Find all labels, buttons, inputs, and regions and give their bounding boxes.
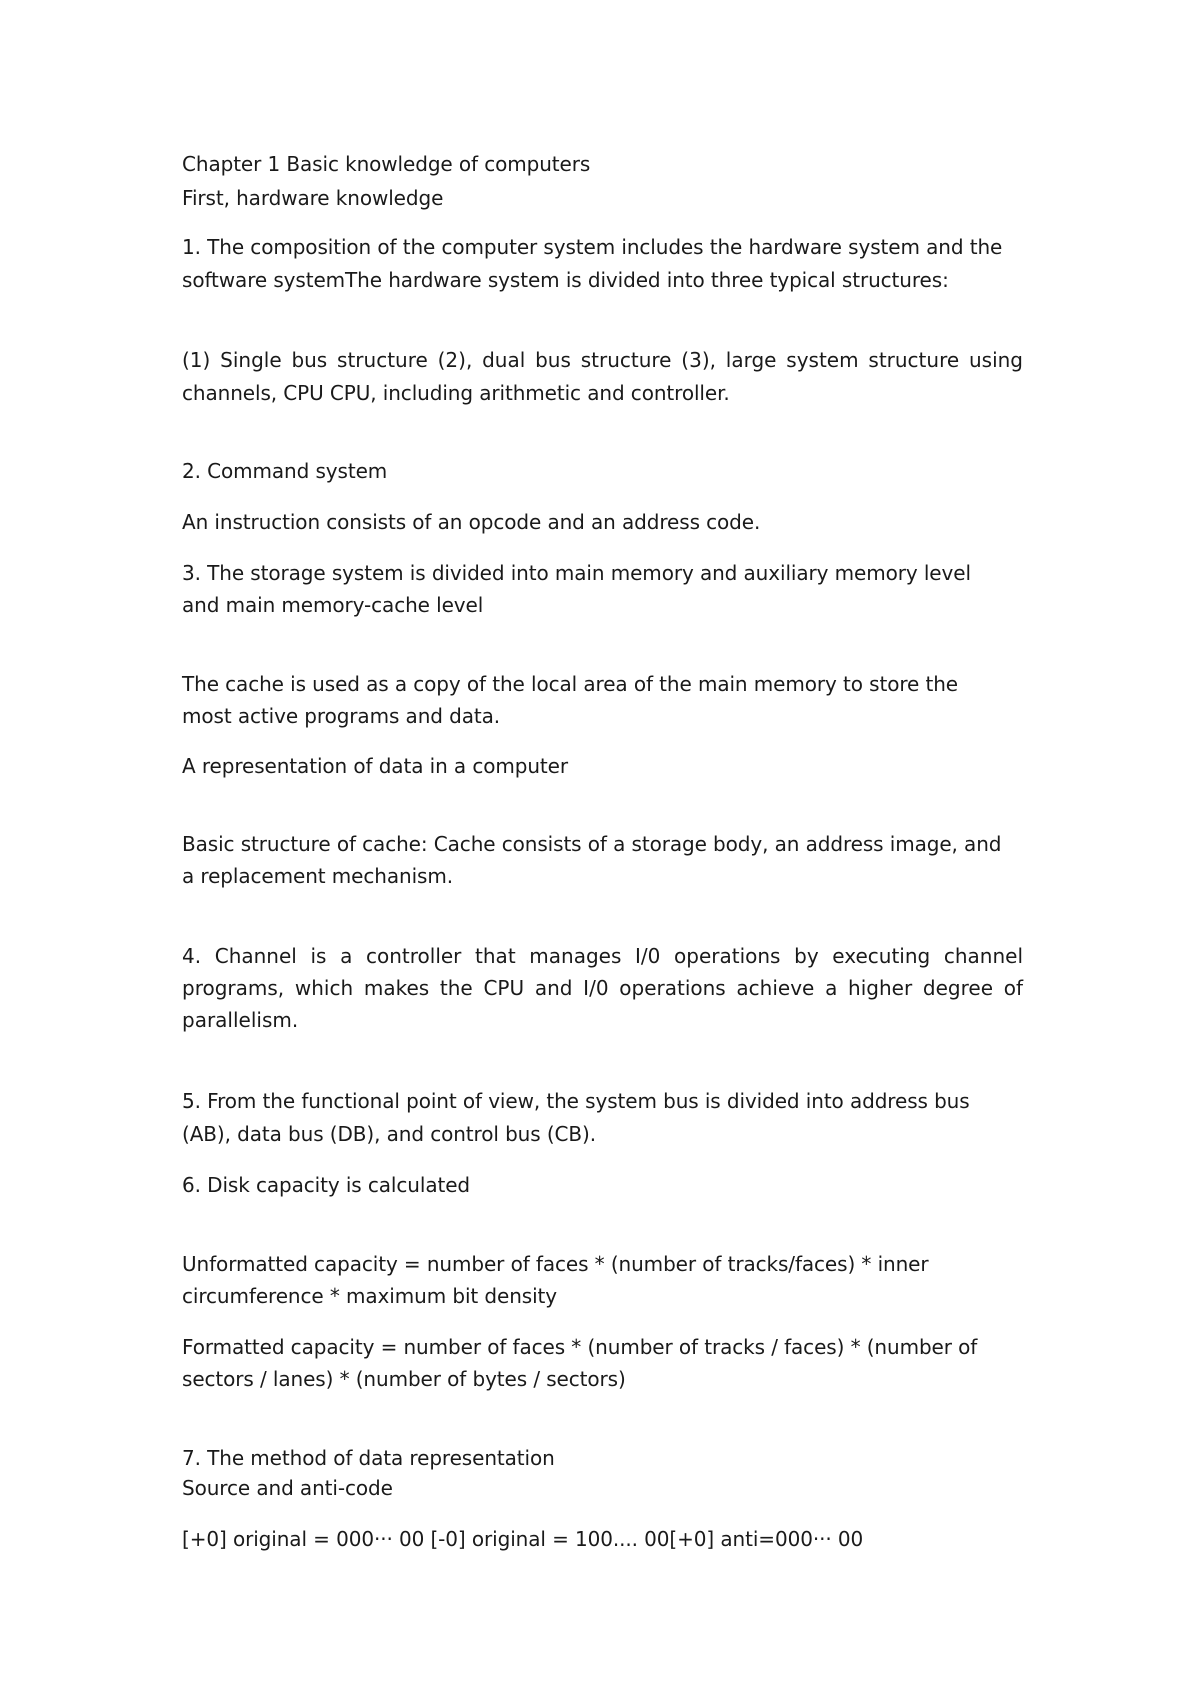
paragraph-line: An instruction consists of an opcode and an address code. xyxy=(182,510,761,534)
paragraph-line: 6. Disk capacity is calculated xyxy=(182,1173,471,1197)
paragraph-line: (AB), data bus (DB), and control bus (CB). xyxy=(182,1122,596,1146)
paragraph-bus-structures xyxy=(182,344,1023,376)
paragraph-line: Source and anti-code xyxy=(182,1476,393,1500)
chapter-title: Chapter 1 Basic knowledge of computers xyxy=(182,152,591,176)
paragraph-line: 1. The composition of the computer system includes the hardware system and the xyxy=(182,235,1003,259)
paragraph-line: 4. Channel is a controller that manages I/0 operations by executing channel xyxy=(182,944,1023,968)
paragraph-line: and main memory-cache level xyxy=(182,593,484,617)
paragraph-line: Basic structure of cache: Cache consists of a storage body, an address image, and xyxy=(182,832,1002,856)
paragraph-line: programs, which makes the CPU and I/0 operations achieve a higher degree of xyxy=(182,976,1023,1000)
section-heading: 2. Command system xyxy=(182,459,388,483)
paragraph-line: [+0] original = 000··· 00 [-0] original = 100.... 00[+0] anti=000··· 00 xyxy=(182,1527,864,1551)
paragraph-line: The cache is used as a copy of the local area of the main memory to store the xyxy=(182,672,958,696)
paragraph-line: 3. The storage system is divided into main memory and auxiliary memory level xyxy=(182,561,971,585)
paragraph-line: software systemThe hardware system is divided into three typical structures: xyxy=(182,268,949,292)
paragraph-line: channels, CPU CPU, including arithmetic and controller. xyxy=(182,381,730,405)
paragraph-line: parallelism. xyxy=(182,1008,299,1032)
paragraph-line: Unformatted capacity = number of faces * (number of tracks/faces) * inner xyxy=(182,1252,929,1276)
paragraph-line: most active programs and data. xyxy=(182,704,501,728)
section-heading: 7. The method of data representation xyxy=(182,1446,555,1470)
paragraph-line: Formatted capacity = number of faces * (number of tracks / faces) * (number of xyxy=(182,1335,978,1359)
paragraph-line: a replacement mechanism. xyxy=(182,864,453,888)
paragraph-line: A representation of data in a computer xyxy=(182,754,568,778)
paragraph-channel xyxy=(182,940,1023,1036)
paragraph-line: circumference * maximum bit density xyxy=(182,1284,558,1308)
paragraph-line: (1) Single bus structure (2), dual bus structure (3), large system structure using xyxy=(182,348,1023,372)
paragraph-line: 5. From the functional point of view, the system bus is divided into address bus xyxy=(182,1089,970,1113)
paragraph-line: sectors / lanes) * (number of bytes / sectors) xyxy=(182,1367,626,1391)
section-title: First, hardware knowledge xyxy=(182,186,444,210)
